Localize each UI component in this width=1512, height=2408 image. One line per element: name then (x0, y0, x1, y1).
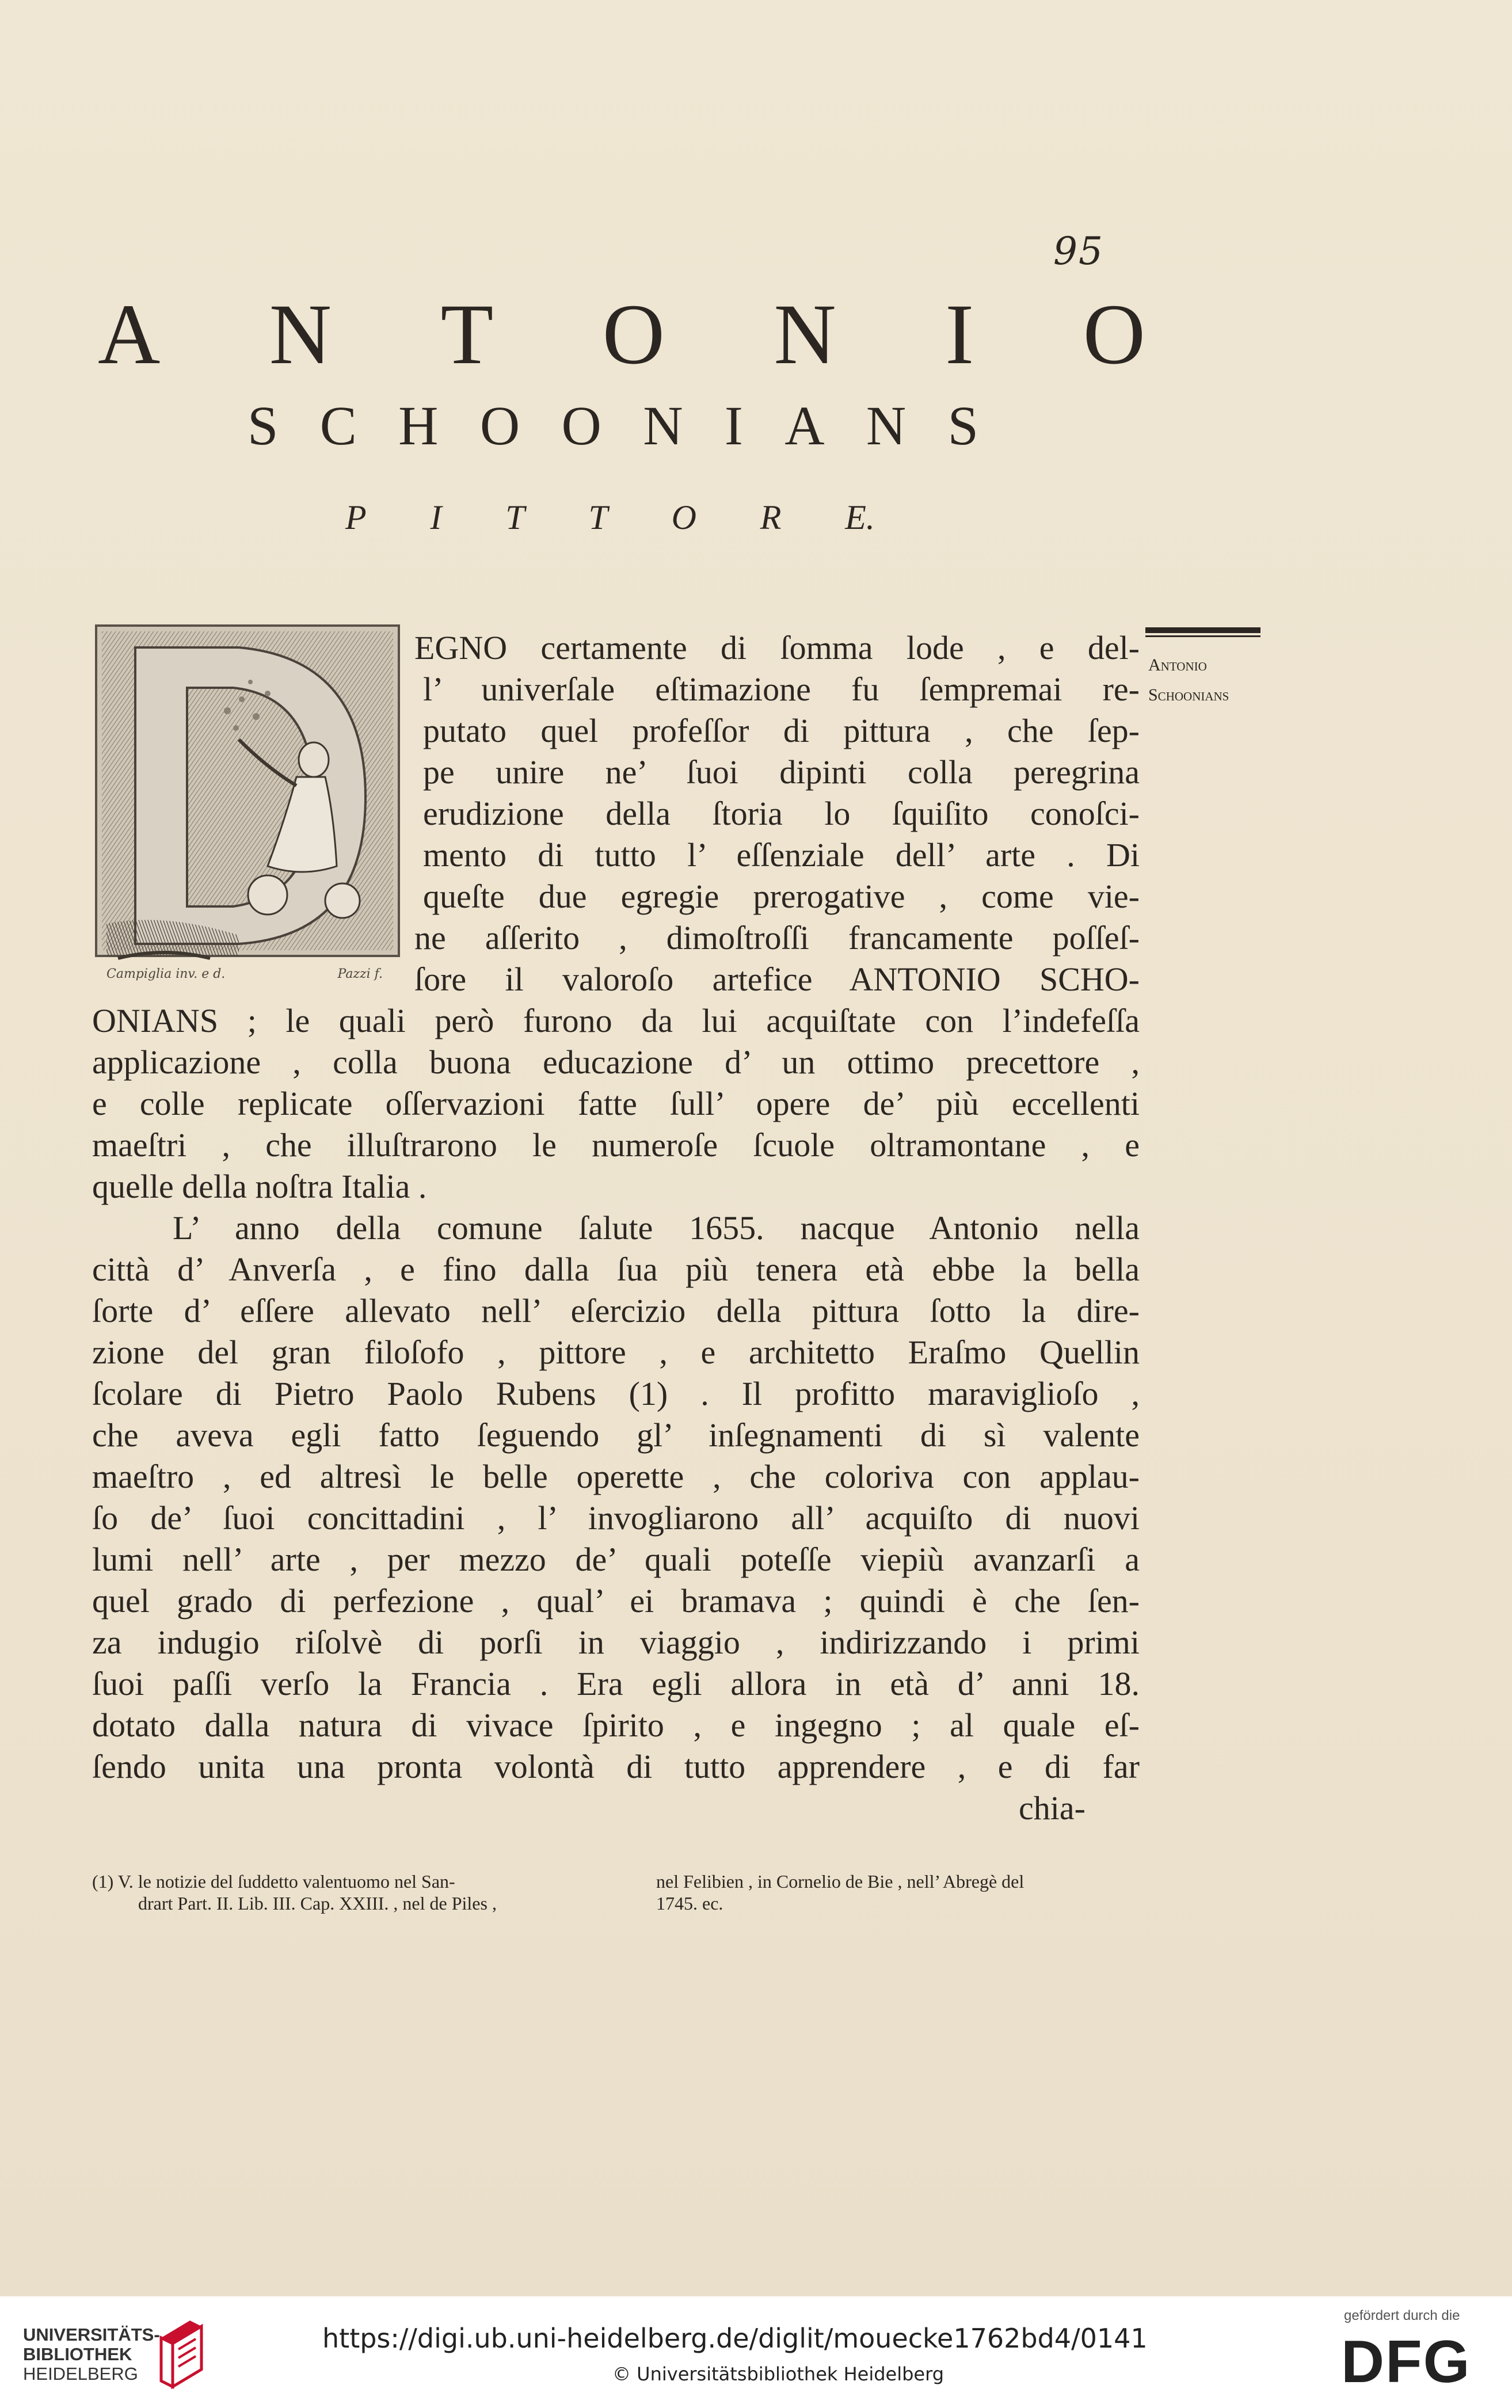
title-main (98, 285, 1145, 384)
text-line: queſte due egregie prerogative , come vie- (423, 878, 1140, 915)
text-line: pe unire ne’ ſuoi dipinti colla peregrina (423, 753, 1140, 791)
title-letter: O (602, 287, 665, 382)
text-line: L’ anno della comune ſalute 1655. nacque Antonio nella (173, 1209, 1140, 1247)
title-letter: O (479, 395, 520, 456)
text-line: maeſtri , che illuſtrarono le numeroſe ſcuole oltramontane , e (92, 1126, 1140, 1164)
title-letter: E. (845, 498, 875, 536)
title-letter: O (561, 395, 601, 456)
text-line: ONIANS ; le quali però furono da lui acquiſtate con l’indefeſſa (92, 1002, 1140, 1039)
library-logo-icon (155, 2315, 207, 2390)
library-name-line: HEIDELBERG (23, 2364, 138, 2384)
footer-bar (0, 2296, 1512, 2408)
text-line: città d’ Anverſa , e fino dalla ſua più tenera età ebbe la bella (92, 1251, 1140, 1288)
text-line: dotato dalla natura di vivace ſpirito , e ingegno ; al quale eſ- (92, 1706, 1140, 1744)
text-line: EGNO certamente di ſomma lode , e del- (414, 629, 1140, 666)
text-line: che aveva egli fatto ſeguendo gl’ inſegnamenti di sì valente (92, 1416, 1140, 1454)
text-line: maeſtro , ed altresì le belle operette , che coloriva con applau- (92, 1458, 1140, 1495)
text-line: l’ univerſale eſtimazione fu ſempremai re- (423, 670, 1140, 708)
title-letter: N (269, 287, 332, 382)
text-line: ſendo unita una pronta volontà di tutto apprendere , e di far (92, 1748, 1140, 1785)
text-line: lumi nell’ arte , per mezzo de’ quali poteſſe viepiù avanzarſi a (92, 1541, 1140, 1578)
library-logo-text (23, 2325, 160, 2384)
text-line: quelle della noſtra Italia . (92, 1168, 427, 1205)
title-letter: T (588, 498, 608, 536)
footnote-line: drart Part. II. Lib. III. Cap. XXIII. , nel de Piles , (138, 1893, 497, 1914)
margin-rule (1145, 627, 1260, 633)
text-line: zione del gran filoſofo , pittore , e architetto Eraſmo Quellin (92, 1333, 1140, 1371)
engraving-credit-designer: Campiglia inv. e d. (106, 967, 226, 981)
text-line: e colle replicate oſſervazioni fatte ſull’ opere de’ più eccellenti (92, 1085, 1140, 1122)
title-letter: H (398, 395, 439, 456)
permalink-url[interactable]: https://digi.ub.uni-heidelberg.de/diglit/mouecke1762bd4/0141 (322, 2323, 1148, 2354)
title-surname (247, 394, 978, 458)
title-letter: N (643, 395, 683, 456)
decorated-initial-engraving (95, 624, 400, 993)
text-line: ſo de’ ſuoi concittadini , l’ invogliarono all’ acquiſto di nuovi (92, 1499, 1140, 1537)
title-letter: A (98, 287, 161, 382)
title-letter: C (319, 395, 357, 456)
title-letter: R (760, 498, 782, 536)
footnote-left (92, 1870, 497, 1914)
text-line: erudizione della ſtoria lo ſquiſito conoſci- (423, 795, 1140, 832)
margin-note-line: Antonio (1148, 656, 1207, 675)
title-letter: P (345, 498, 367, 536)
title-letter: T (440, 287, 494, 382)
text-line: ſcolare di Pietro Paolo Rubens (1) . Il profitto maraviglioſo , (92, 1375, 1140, 1412)
margin-rule (1145, 635, 1260, 637)
funding-note: gefördert durch die (1344, 2308, 1460, 2323)
title-letter: N (866, 395, 907, 456)
footnote-right (656, 1870, 1024, 1914)
library-name-line: UNIVERSITÄTS- (23, 2325, 160, 2345)
title-letter: I (724, 395, 743, 456)
title-letter: T (505, 498, 525, 536)
footnote-line: 1745. ec. (656, 1893, 723, 1914)
footnote-line: (1) V. le notizie del ſuddetto valentuomo nel San- (92, 1871, 455, 1892)
title-letter: S (947, 395, 978, 456)
text-line: za indugio riſolvè di porſi in viaggio , indirizzando i primi (92, 1624, 1140, 1661)
text-line: putato quel profeſſor di pittura , che ſep- (423, 712, 1140, 749)
text-line: ne aſſerito , dimoſtroſſi francamente poſſeſ- (414, 919, 1140, 957)
text-line: mento di tutto l’ eſſenziale dell’ arte . Di (423, 836, 1140, 874)
margin-note (1148, 650, 1229, 710)
title-letter: S (247, 395, 279, 456)
library-name-line: BIBLIOTHEK (23, 2344, 132, 2364)
dfg-logo: DFG (1341, 2329, 1471, 2395)
text-line: quel grado di perfezione , qual’ ei bramava ; quindi è che ſen- (92, 1582, 1140, 1620)
page-number: 95 (1053, 229, 1104, 273)
title-letter: A (784, 395, 825, 456)
margin-note-line: Schoonians (1148, 685, 1229, 704)
title-letter: O (671, 498, 696, 536)
text-line: ſorte d’ eſſere allevato nell’ eſercizio della pittura ſotto la dire- (92, 1292, 1140, 1329)
title-letter: N (774, 287, 836, 382)
copyright-notice: © Universitätsbibliothek Heidelberg (612, 2363, 944, 2385)
title-role (345, 498, 875, 538)
text-line: ſuoi paſſi verſo la Francia . Era egli allora in età d’ anni 18. (92, 1665, 1140, 1702)
title-letter: I (945, 287, 974, 382)
title-letter: O (1083, 287, 1145, 382)
catchword: chia- (1019, 1789, 1086, 1827)
engraving-illustration (95, 624, 400, 976)
text-line: applicazione , colla buona educazione d’ un ottimo precettore , (92, 1043, 1140, 1081)
text-line: ſore il valoroſo artefice ANTONIO SCHO- (414, 961, 1140, 998)
footnote-line: nel Felibien , in Cornelio de Bie , nell’ Abregè del (656, 1871, 1024, 1892)
engraving-caption (95, 967, 400, 990)
title-letter: I (430, 498, 442, 536)
engraving-credit-engraver: Pazzi f. (337, 967, 383, 981)
